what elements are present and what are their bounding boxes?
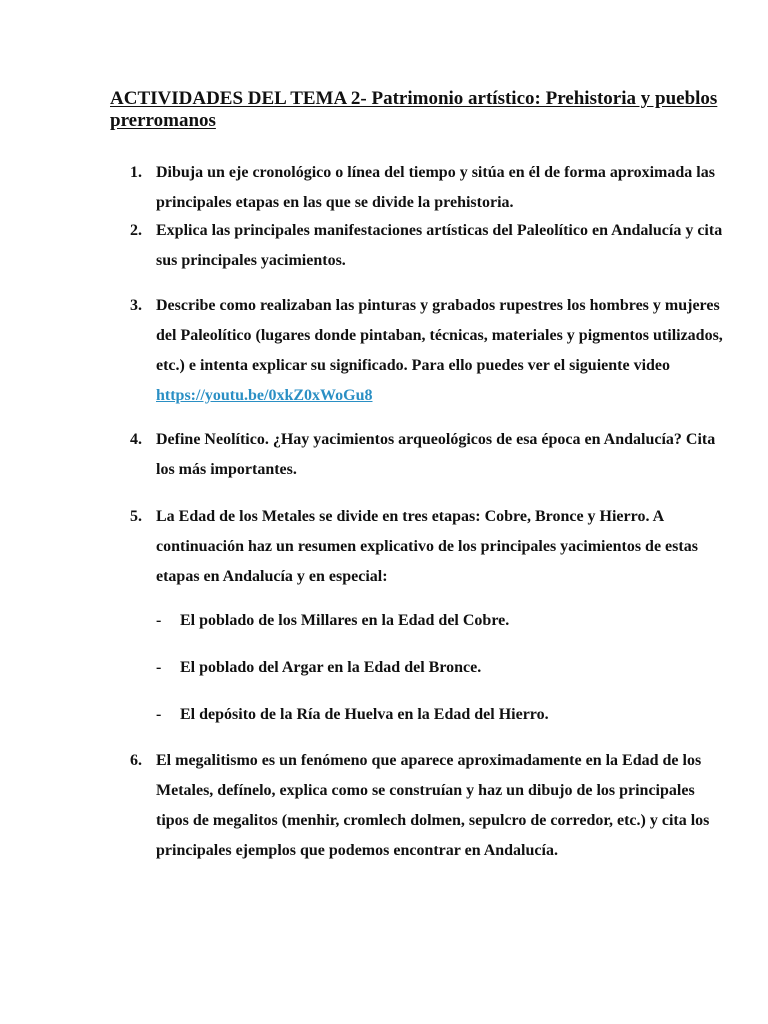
- document-title: ACTIVIDADES DEL TEMA 2- Patrimonio artístico: Prehistoria y pueblos prerromanos: [110, 88, 718, 131]
- activity-text: Describe como realizaban las pinturas y grabados rupestres los hombres y mujeres del Paleolítico (lugares donde pintaban, técnicas, materiales y pigmentos utilizados, etc.) e intenta explicar su significado. Para ello puedes ver el siguiente video: [156, 297, 723, 374]
- activity-text: El megalitismo es un fenómeno que aparece aproximadamente en la Edad de los Metales, defínelo, explica como se construían y haz un dibujo de los principales tipos de megalitos (menhir, cromlech dolmen, sepulcro de corredor, etc.) y cita los principales ejemplos que podemos encontrar en Andalucía.: [156, 752, 710, 859]
- activity-number: 3.: [130, 297, 142, 314]
- video-link[interactable]: https://youtu.be/0xkZ0xWoGu8: [156, 387, 373, 404]
- activity-item-1: [130, 158, 730, 218]
- subitem-text: El poblado del Argar en la Edad del Bronce.: [180, 659, 482, 676]
- activity-text-wrapper: [156, 291, 730, 411]
- subitem-huelva: [156, 703, 716, 727]
- activity-text: La Edad de los Metales se divide en tres etapas: Cobre, Bronce y Hierro. A continuación haz un resumen explicativo de los principales yacimientos de estas etapas en Andalucía y en especial:: [156, 508, 698, 585]
- activity-text: Define Neolítico. ¿Hay yacimientos arqueológicos de esa época en Andalucía? Cita los más importantes.: [156, 431, 716, 478]
- activity-item-2: [130, 216, 730, 276]
- activity-number: 4.: [130, 431, 142, 448]
- activity-number: 2.: [130, 222, 142, 239]
- activity-number: 5.: [130, 508, 142, 525]
- dash-bullet: -: [156, 706, 162, 723]
- activity-item-5: [130, 502, 730, 592]
- subitem-millares: [156, 609, 716, 633]
- dash-bullet: -: [156, 659, 162, 676]
- activity-item-4: [130, 425, 730, 485]
- dash-bullet: -: [156, 612, 162, 629]
- activity-text: Dibuja un eje cronológico o línea del tiempo y sitúa en él de forma aproximada las principales etapas en las que se divide la prehistoria.: [156, 164, 715, 211]
- subitem-text: El poblado de los Millares en la Edad del Cobre.: [180, 612, 510, 629]
- activity-item-6: [130, 746, 730, 866]
- subitem-argar: [156, 656, 716, 680]
- subitem-text: El depósito de la Ría de Huelva en la Edad del Hierro.: [180, 706, 549, 723]
- activity-number: 1.: [130, 164, 142, 181]
- activity-text: Explica las principales manifestaciones artísticas del Paleolítico en Andalucía y cita sus principales yacimientos.: [156, 222, 723, 269]
- activity-item-3: [130, 291, 730, 411]
- activity-number: 6.: [130, 752, 142, 769]
